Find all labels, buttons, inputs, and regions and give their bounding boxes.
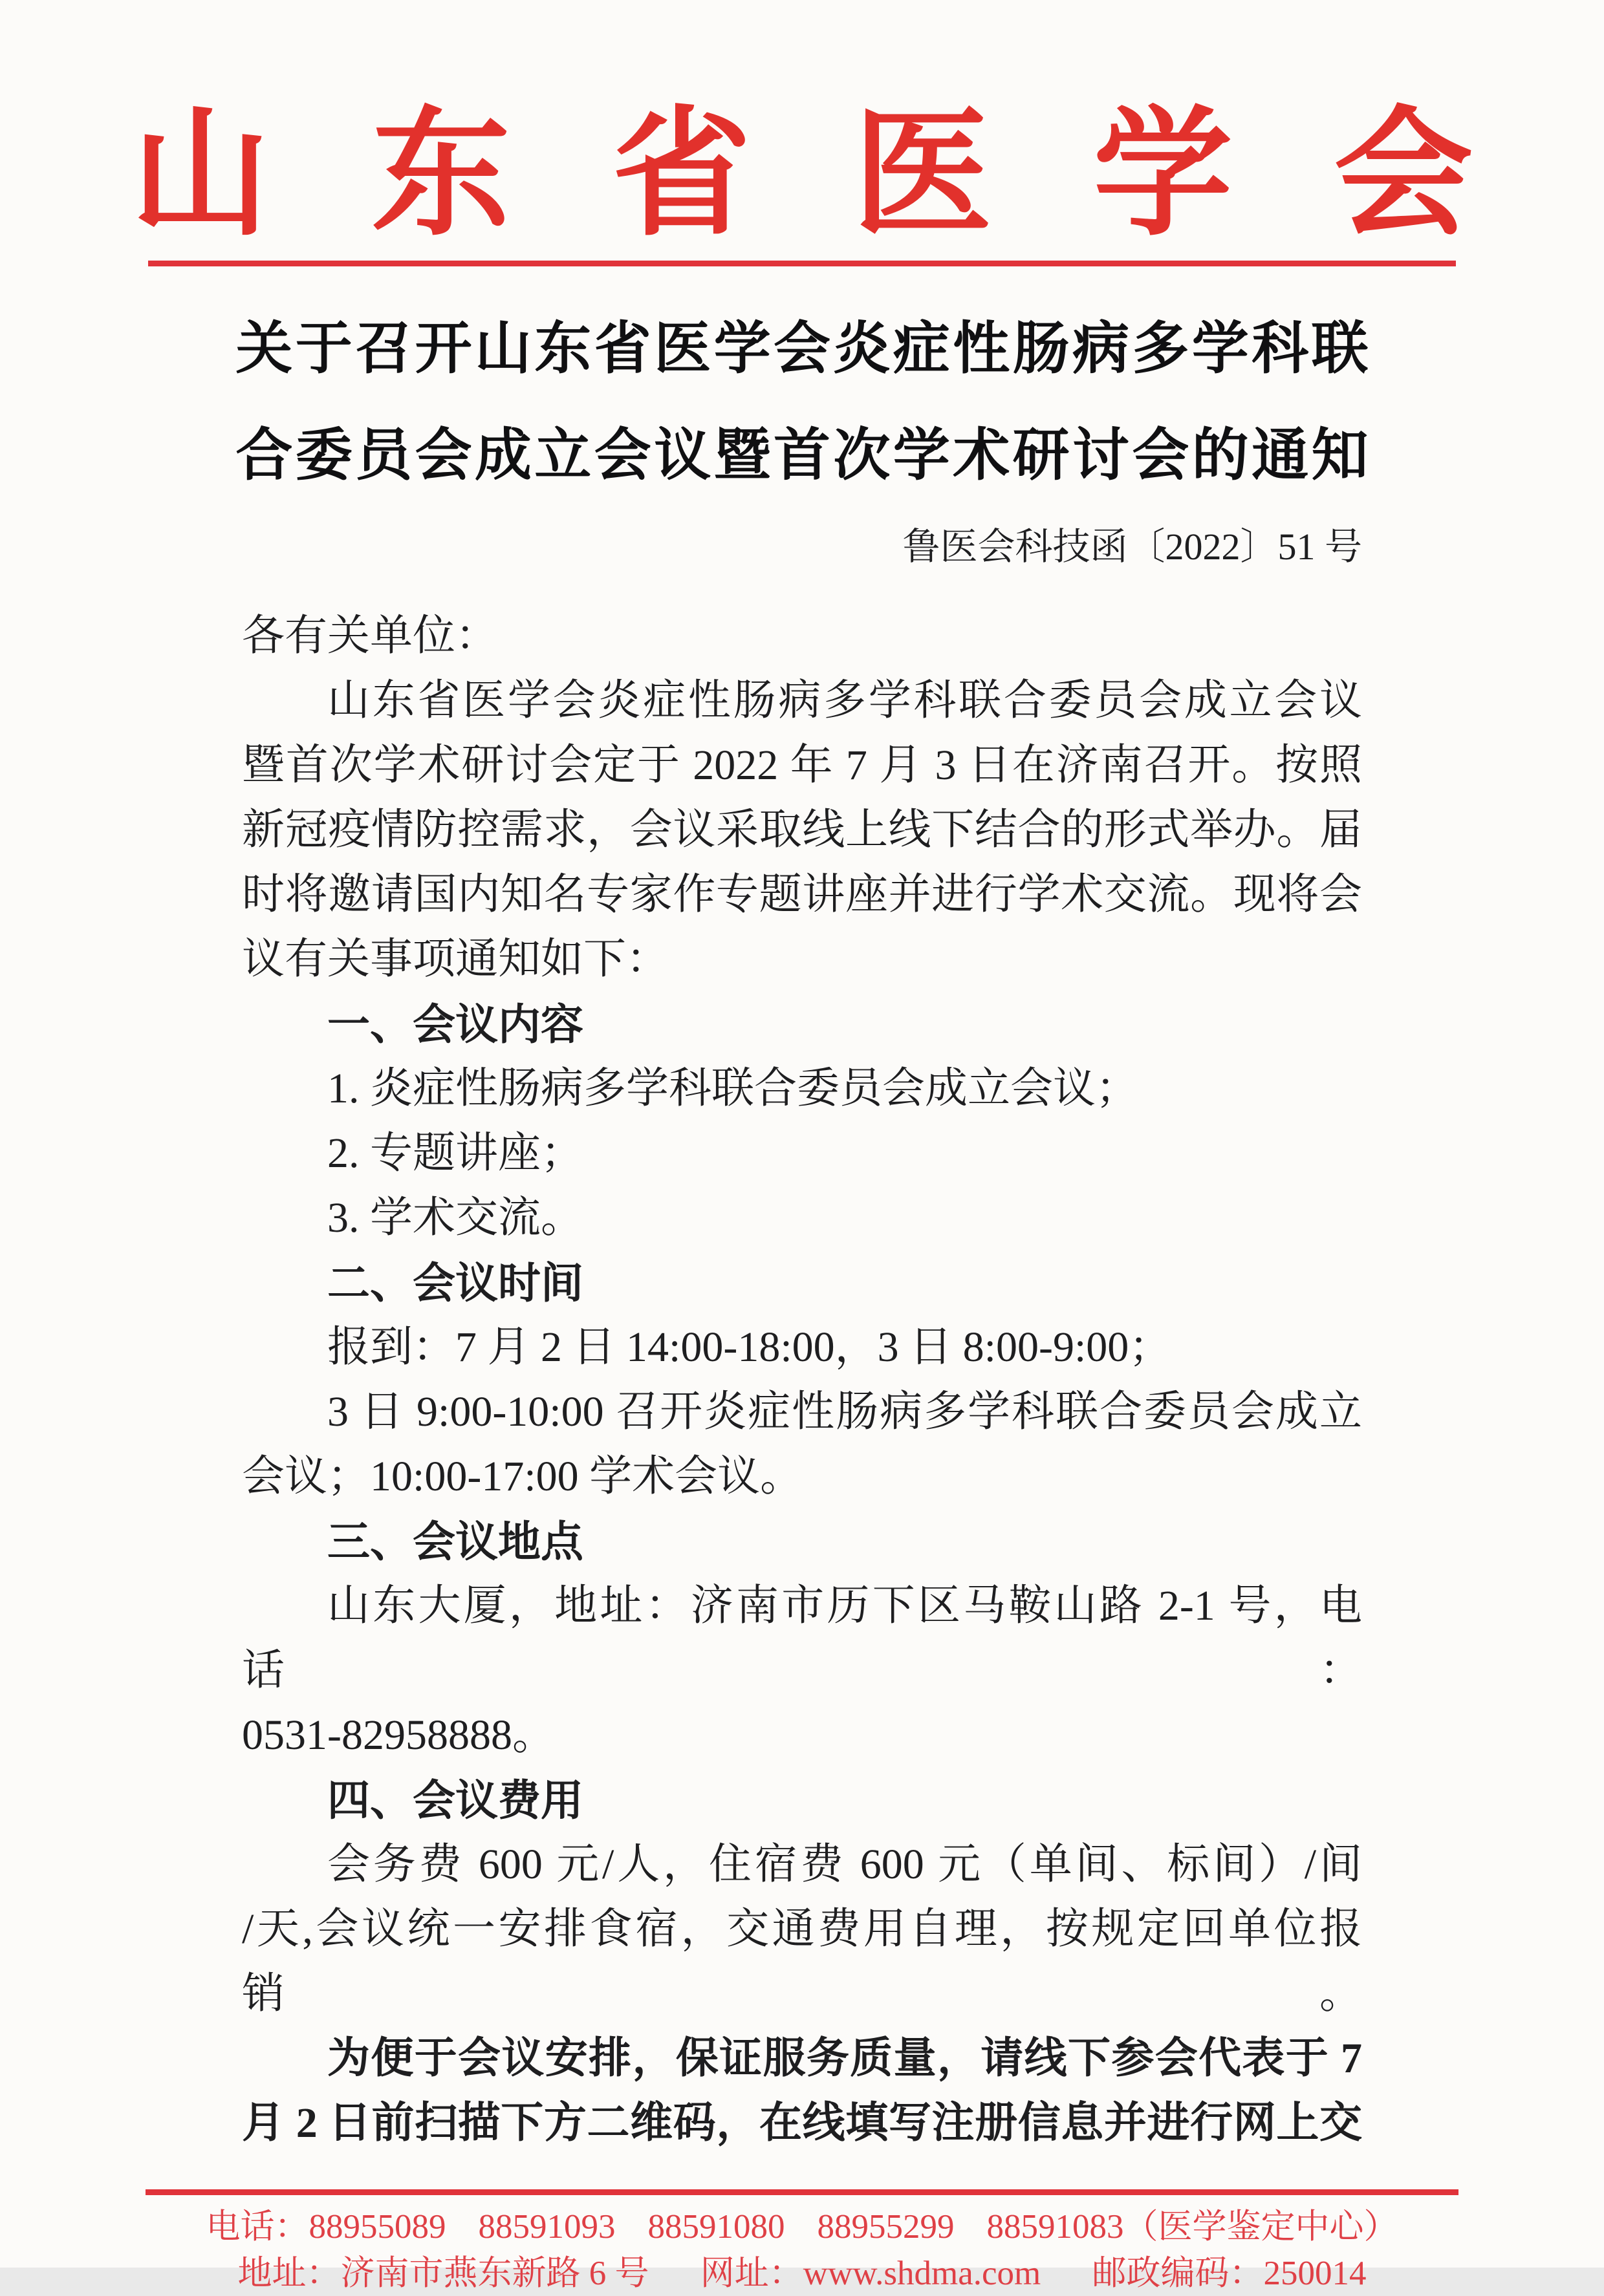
salutation: 各有关单位：: [242, 612, 498, 660]
body-line: 0531-82958888。: [242, 1711, 555, 1759]
footer-address-row: [238, 2251, 1367, 2296]
footer-phone-4: 88955299: [817, 2208, 955, 2246]
footer-rule: [146, 2189, 1458, 2195]
letterhead-rule: [148, 261, 1456, 266]
section-heading-content: 一、会议内容: [327, 1000, 583, 1048]
body-line: 报到：7 月 2 日 14:00-18:00，3 日 8:00-9:00；: [327, 1324, 1172, 1371]
body-line: 会务费 600 元/人，住宿费 600 元（单间、标间）/间: [327, 1841, 1362, 1888]
document-title: [0, 296, 1604, 510]
body-line: 3 日 9:00-10:00 召开炎症性肠病多学科联合委员会成立: [327, 1388, 1362, 1435]
letterhead: [0, 0, 1604, 266]
body-line: 为便于会议安排，保证服务质量，请线下参会代表于 7: [327, 2035, 1362, 2082]
list-item: 2. 专题讲座；: [327, 1130, 583, 1177]
body-line: 山东大厦，地址：济南市历下区马鞍山路 2-1 号，电话：: [242, 1582, 1362, 1694]
body-line: 会议；10:00-17:00 学术会议。: [242, 1453, 803, 1500]
section-heading-fee: 四、会议费用: [327, 1776, 583, 1824]
footer-phone-5: 88591083（医学鉴定中心）: [986, 2208, 1398, 2246]
footer-address: 地址：济南市燕东新路 6 号: [237, 2255, 649, 2292]
footer-postcode: 邮政编码：250014: [1092, 2255, 1367, 2292]
document-title-line-2: 合委员会成立会议暨首次学术研讨会的通知: [235, 425, 1371, 488]
footer-website: 网址：www.shdma.com: [700, 2255, 1041, 2292]
body-line: /天,会议统一安排食宿，交通费用自理，按规定回单位报销。: [242, 1905, 1362, 2017]
doc-number: 鲁医会科技函〔2022〕51 号: [902, 526, 1362, 568]
list-item: 3. 学术交流。: [327, 1194, 583, 1241]
document-body: [242, 604, 1362, 2156]
section-heading-time: 二、会议时间: [327, 1259, 583, 1307]
body-line: 议有关事项通知如下：: [242, 936, 669, 983]
footer-phone-2: 88591093: [478, 2208, 616, 2246]
list-item: 1. 炎症性肠病多学科联合委员会成立会议；: [327, 1065, 1138, 1112]
footer-phone-row: [0, 2204, 1604, 2249]
body-line: 时将邀请国内知名专家作专题讲座并进行学术交流。现将会: [242, 871, 1362, 918]
body-line: 暨首次学术研讨会定于 2022 年 7 月 3 日在济南召开。按照: [242, 742, 1362, 789]
body-line: 新冠疫情防控需求，会议采取线上线下结合的形式举办。届: [242, 806, 1362, 853]
org-name: [0, 0, 1604, 254]
footer-phone-1: 电话：88955089: [206, 2208, 446, 2246]
org-name-text: 山东省医学会: [131, 98, 1575, 252]
body-line: 山东省医学会炎症性肠病多学科联合委员会成立会议: [327, 677, 1362, 724]
footer-phone-3: 88591080: [647, 2208, 785, 2246]
footer: [0, 2189, 1604, 2296]
body-line: 月 2 日前扫描下方二维码，在线填写注册信息并进行网上交: [242, 2099, 1362, 2147]
document-title-line-1: 关于召开山东省医学会炎症性肠病多学科联: [235, 318, 1371, 381]
section-heading-venue: 三、会议地点: [327, 1518, 583, 1565]
